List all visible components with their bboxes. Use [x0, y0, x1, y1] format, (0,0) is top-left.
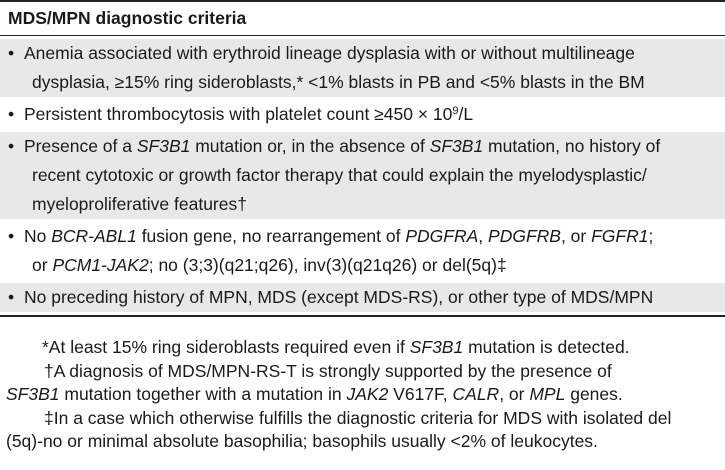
- footnote-dagger-cont: SF3B1 mutation together with a mutation in JAK2 V617F, CALR, or MPL genes.: [6, 384, 623, 404]
- criterion-line: Anemia associated with erythroid lineage dysplasia with or without multilineage: [24, 43, 635, 63]
- footnotes: [0, 336, 725, 454]
- bullet-icon: •: [8, 136, 15, 156]
- criterion-row-anemia: [0, 39, 725, 97]
- criterion-line: myeloproliferative features†: [32, 194, 247, 214]
- footnote-dagger: †A diagnosis of MDS/MPN-RS-T is strongly supported by the presence of: [44, 360, 612, 381]
- criterion-line: or PCM1-JAK2; no (3;3)(q21;q26), inv(3)(q21q26) or del(5q)‡: [32, 255, 507, 275]
- table-title: MDS/MPN diagnostic criteria: [8, 7, 247, 28]
- criterion-line: Presence of a SF3B1 mutation or, in the absence of SF3B1 mutation, no history of: [24, 136, 661, 156]
- footnote-double-dagger-cont: (5q)-no or minimal absolute basophilia; basophils usually <2% of leukocytes.: [6, 431, 598, 451]
- criterion-line: dysplasia, ≥15% ring sideroblasts,* <1% blasts in PB and <5% blasts in the BM: [32, 72, 645, 92]
- criterion-row-history: [0, 283, 725, 312]
- bottom-rule: [0, 315, 725, 317]
- criterion-line: No preceding history of MPN, MDS (except MDS-RS), or other type of MDS/MPN: [24, 287, 654, 307]
- bullet-icon: •: [8, 43, 15, 63]
- criterion-line: No BCR-ABL1 fusion gene, no rearrangement of PDGFRA, PDGFRB, or FGFR1;: [24, 226, 654, 246]
- criterion-row-thrombocytosis: [0, 100, 725, 129]
- criterion-row-rearrangement: [0, 222, 725, 280]
- criterion-line: Persistent thrombocytosis with platelet count $\ge 450 \times 10^9/L$: [24, 104, 474, 124]
- footnote-asterisk: *At least 15% ring sideroblasts required even if SF3B1 mutation is detected.: [42, 337, 630, 357]
- bullet-icon: •: [8, 226, 15, 246]
- bullet-icon: •: [8, 104, 15, 124]
- criterion-line: recent cytotoxic or growth factor therapy that could explain the myelodysplastic/: [32, 165, 647, 185]
- criterion-row-sf3b1: [0, 132, 725, 219]
- bullet-icon: •: [8, 287, 15, 307]
- footnote-double-dagger: ‡In a case which otherwise fulfills the diagnostic criteria for MDS with isolated del: [44, 407, 672, 428]
- table-header: [0, 2, 725, 35]
